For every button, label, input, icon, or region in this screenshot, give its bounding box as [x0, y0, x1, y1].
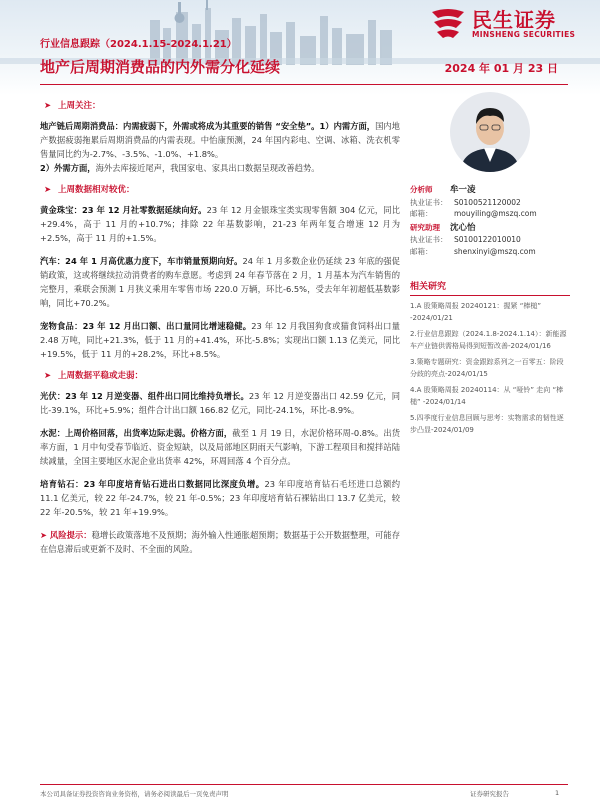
- section-heading: ➤ 上周关注：: [44, 101, 101, 111]
- related-research-title: 相关研究: [410, 279, 570, 296]
- paragraph: 汽车：24 年 1 月高优惠力度下，车市销量预期向好。24 年 1 月多数企业仍延续 23 年底的强促销政策，这或将继续拉动消费者的购车意愿。考虑到 24 年春节落在 2 月，1 月基本为汽车销售的完整月，乘联会预测 1 月狭义乘用车零售市场 220.0 万辆，环比-6.5%，受去年年初超低基数影响，同比+70.2%。: [40, 256, 400, 308]
- section-heading: ➤ 上周数据相对较优：: [44, 185, 135, 195]
- footer-disclaimer: 本公司具备证券投资咨询业务资格，请务必阅读最后一页免责声明: [40, 790, 229, 798]
- paragraph: 地产链后周期消费品：内需疲弱下，外需或将成为其重要的销售 “安全垫”。1）内需方面，国内地产数据疲弱拖累后周期消费品的内需表现。中怡康预测，24 年国内彩电、空调、冰箱、洗衣机零售量同比约为-2.7%、-3.5%、-1.0%、+1.8%。 2）外需方面，海外去库接近尾声，我国家电、家具出口数据呈现改善趋势。: [40, 121, 400, 173]
- analyst-1: 分析师 牟一凌 执业证书： S0100521120002 邮箱： mouyiling@mszq.com: [410, 185, 537, 218]
- paragraph: 水泥：上周价格回落，出货率边际走弱。价格方面，截至 1 月 19 日，水泥价格环周-0.8%。出货率方面，1 月中旬受春节临近、资金短缺，以及局部地区阴雨天气影响，下游工程项目和搅拌站陆续减量，全国主要地区水泥企业出货率 42%，环周回落 4 个百分点。: [40, 428, 400, 466]
- minsheng-logo-icon: [428, 6, 468, 40]
- related-research-link[interactable]: 2.行业信息跟踪（2024.1.8-2024.1.14）：新能源车产业链供需格局得到短暂改善-2024/01/16: [410, 330, 567, 350]
- analyst-photo: [450, 92, 530, 172]
- brand-name-en: MINSHENG SECURITIES: [472, 30, 576, 39]
- report-date: 2024 年 01 月 23 日: [444, 62, 558, 75]
- red-arrow-bullet-icon: ➤: [40, 530, 50, 540]
- related-research-link[interactable]: 1.A 股策略周报 20240121：握紧 “棒槌” -2024/01/21: [410, 302, 542, 322]
- avatar: [450, 92, 530, 172]
- sidebar: [410, 92, 570, 436]
- paragraph: 培育钻石：23 年印度培育钻石进出口数据同比深度负增。23 年印度培育钻石毛坯进口总额约 11.1 亿美元，较 22 年-24.7%，较 21 年-0.5%；23 年印度培育钻石裸钻出口 13.7 亿美元，较 22 年-20.5%，较 21 年+19.9%。: [40, 479, 400, 517]
- analyst-2: 研究助理 沈心怡 执业证书： S0100122010010 邮箱： shenxinyi@mszq.com: [410, 222, 536, 256]
- paragraph: 光伏：23 年 12 月逆变器、组件出口同比维持负增长。23 年 12 月逆变器出口 42.59 亿元，同比-39.1%，环比+5.9%；组件合计出口额 166.82 亿元，同比-24.1%，环比-8.9%。: [40, 391, 400, 415]
- minsheng-logo[interactable]: [426, 4, 586, 44]
- report-type: 行业信息跟踪（2024.1.15-2024.1.21）: [40, 39, 237, 50]
- paragraph: 黄金珠宝：23 年 12 月社零数据延续向好。23 年 12 月金银珠宝类实现零售额 304 亿元，同比+29.4%，高于 11 月的+10.7%；排除 22 年基数影响，21-23 年两年复合增速 12 月为+2.5%，高于 11 月的+1.5%。: [40, 205, 401, 243]
- risk-warning: ➤ 风险提示：稳增长政策落地不及预期；海外输入性通胀超预期；数据基于公开数据整理，可能存在信息滞后或更新不及时、不全面的风险。: [40, 530, 400, 554]
- related-research-link[interactable]: 5.四季度行业信息回顾与思考：实物需求的韧性逐步凸显-2024/01/09: [410, 414, 564, 434]
- red-arrow-bullet-icon: ➤: [44, 371, 52, 381]
- related-research-link[interactable]: 4.A 股策略周报 20240114：从 “哑铃” 走向 “棒槌” -2024/01/14: [410, 386, 564, 406]
- header-divider: [40, 84, 568, 85]
- main-content: [40, 100, 400, 565]
- footer-divider: [40, 784, 568, 785]
- page-title: 地产后周期消费品的内外需分化延续: [40, 58, 281, 76]
- analyst-email[interactable]: mouyiling@mszq.com: [454, 209, 537, 218]
- paragraph: 宠物食品：23 年 12 月出口额、出口量同比增速稳健。23 年 12 月我国狗食或猫食饲料出口量 2.48 万吨，同比+21.3%，低于 11 月的+41.4%，环比-5.8%；实现出口额 1.13 亿美元，同比+19.5%，低于 11 月的+28.2%，环比+8.5%。: [40, 321, 400, 359]
- red-arrow-bullet-icon: ➤: [44, 185, 52, 195]
- footer-label: 证券研究报告: [470, 790, 509, 798]
- page-header: [0, 0, 600, 95]
- brand-name-cn: 民生证券: [472, 8, 556, 32]
- red-arrow-bullet-icon: ➤: [44, 101, 52, 111]
- related-research-link[interactable]: 3.策略专题研究：资金跟踪系列之一百零五：阶段分歧的亮点-2024/01/15: [410, 358, 564, 378]
- page-number: 1: [555, 789, 560, 797]
- analyst-email[interactable]: shenxinyi@mszq.com: [454, 246, 536, 256]
- section-heading: ➤ 上周数据平稳或走弱：: [44, 371, 144, 381]
